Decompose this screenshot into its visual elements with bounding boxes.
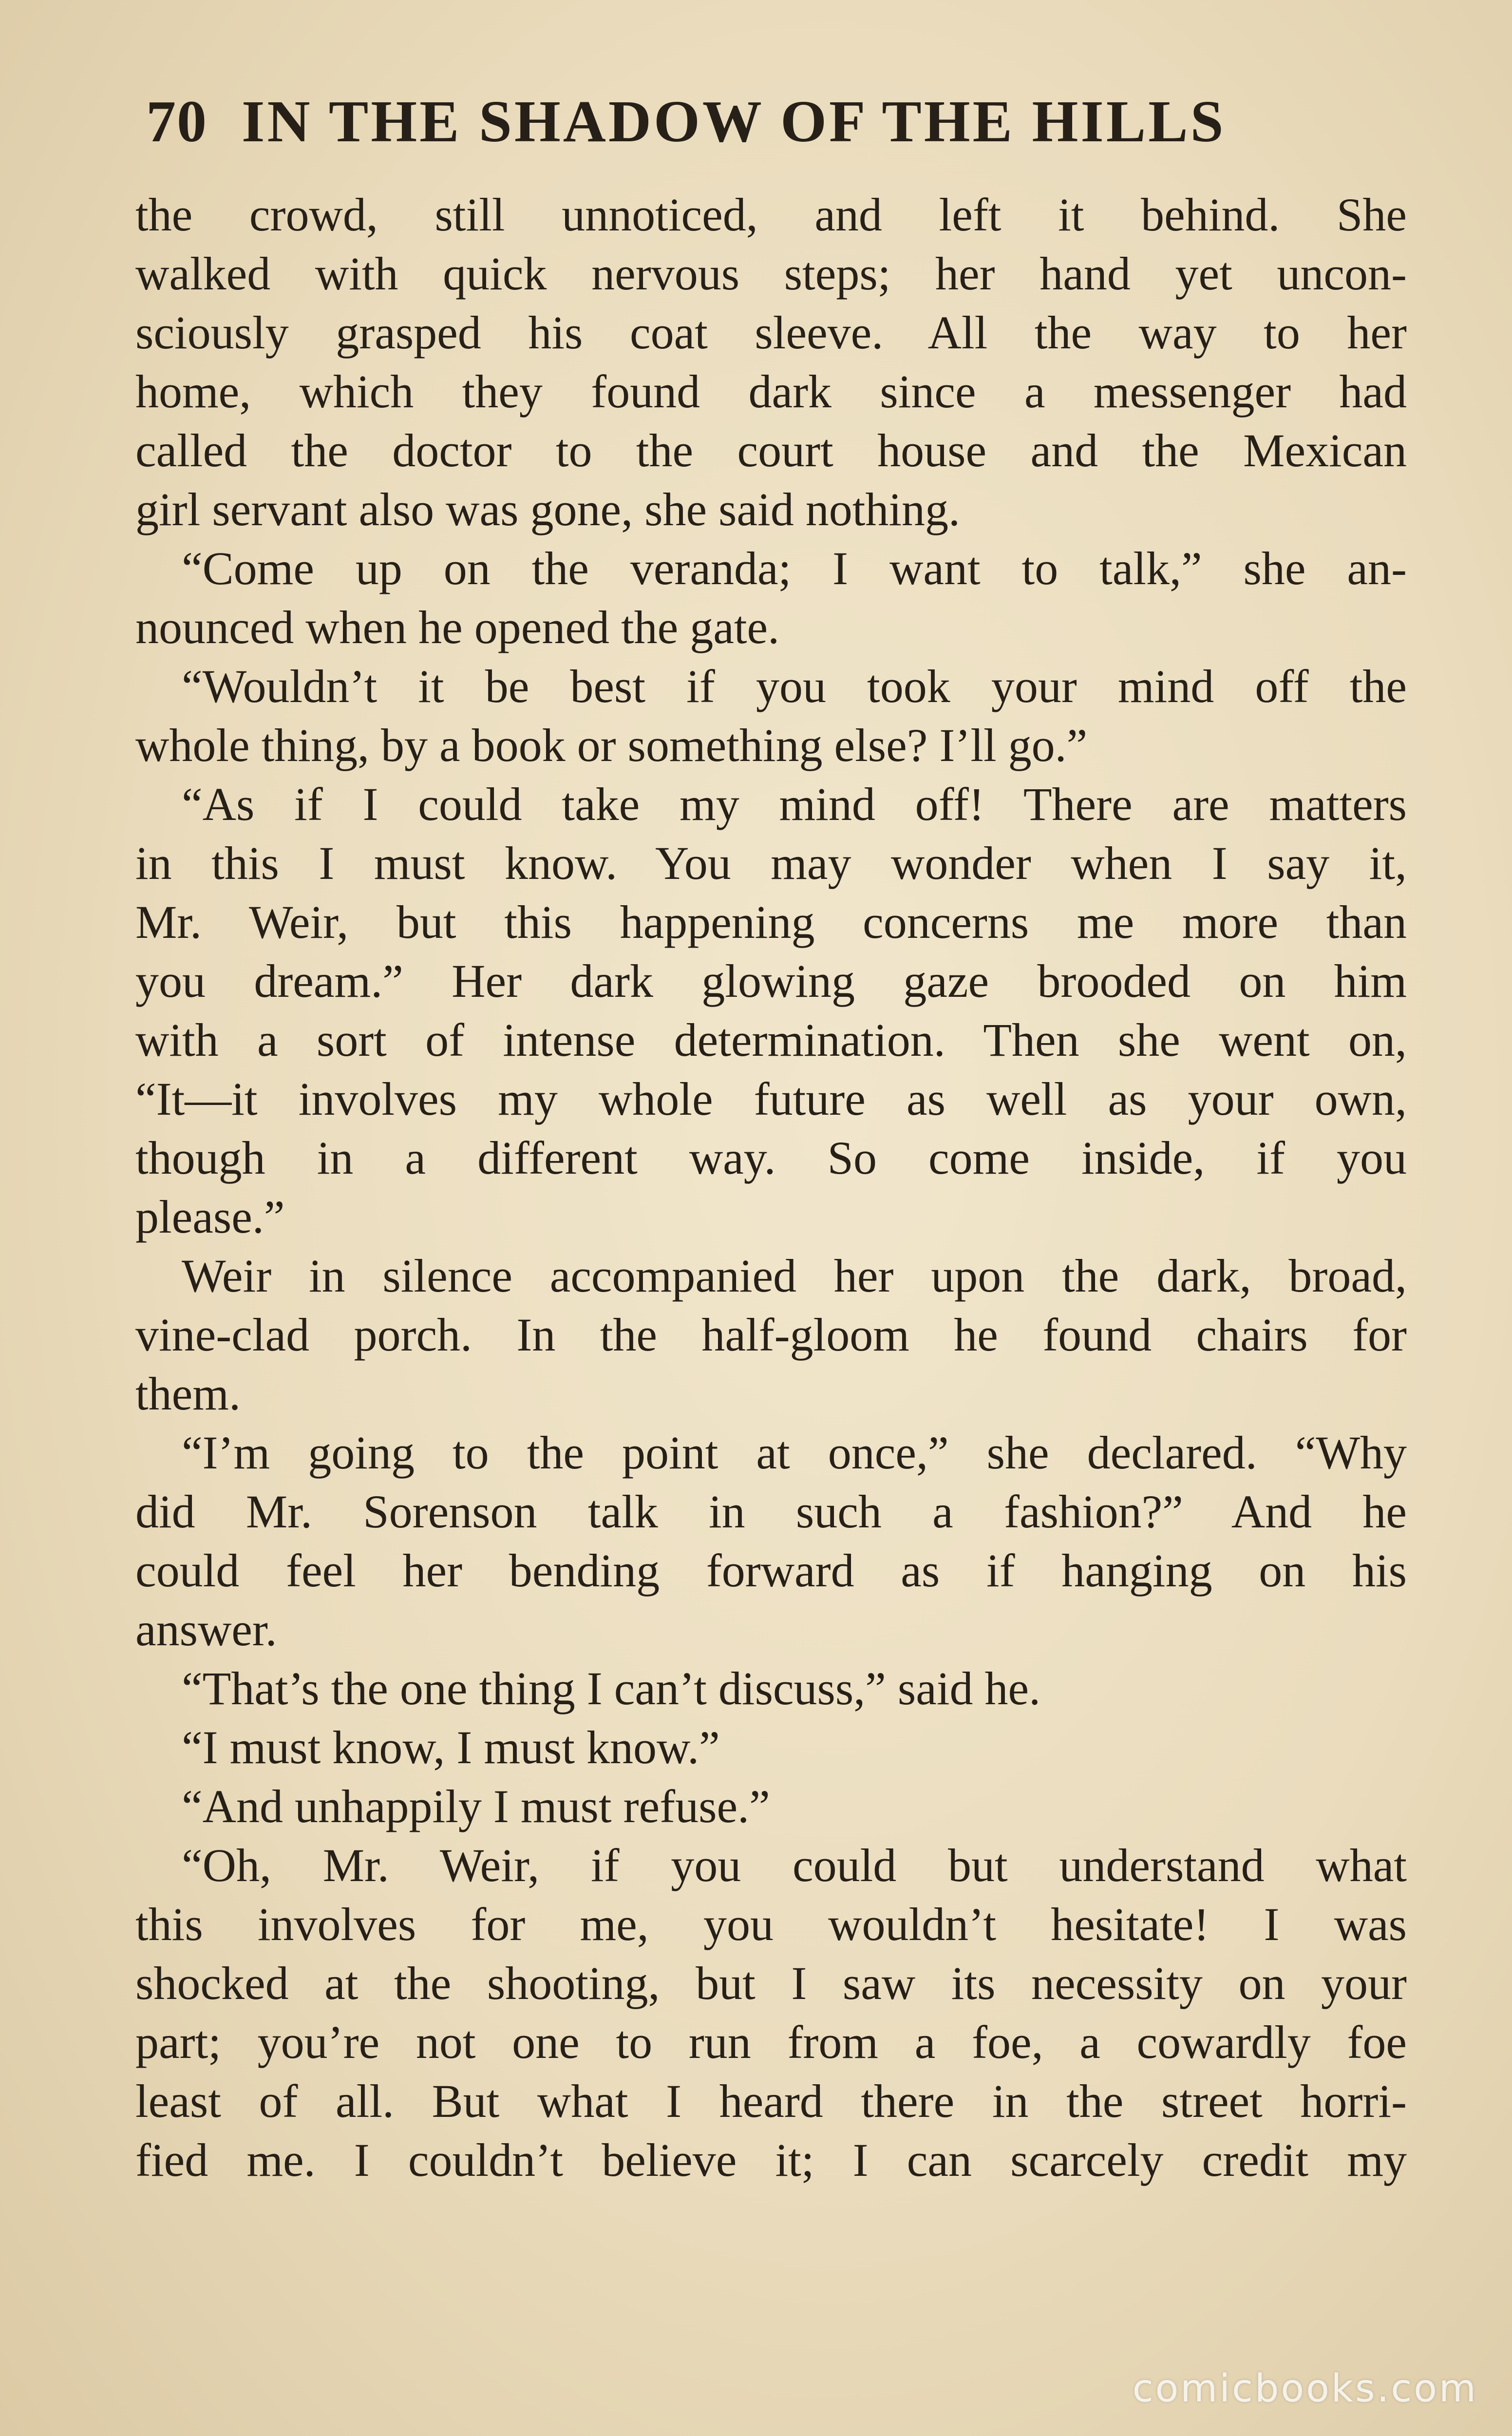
text-line: could feel her bending forward as if hanging on his — [135, 1544, 1407, 1597]
text-line: walked with quick nervous steps; her hand yet uncon- — [135, 247, 1407, 300]
text-line: you dream.” Her dark glowing gaze brooded on him — [135, 955, 1407, 1007]
text-line: vine-clad porch. In the half-gloom he found chairs for — [135, 1309, 1407, 1361]
text-line: fied me. I couldn’t believe it; I can scarcely credit my — [135, 2134, 1407, 2186]
text-line: “I must know, I must know.” — [182, 1721, 720, 1773]
text-line: in this I must know. You may wonder when I say it, — [135, 837, 1407, 889]
text-line: “As if I could take my mind off! There are matters — [182, 778, 1407, 830]
text-line: “That’s the one thing I can’t discuss,” said he. — [182, 1662, 1041, 1714]
text-line: part; you’re not one to run from a foe, a cowardly foe — [135, 2016, 1407, 2068]
text-line: answer. — [135, 1603, 277, 1656]
text-line: “Oh, Mr. Weir, if you could but understand what — [182, 1839, 1407, 1891]
text-line: whole thing, by a book or something else? I’ll go.” — [135, 719, 1088, 771]
body-text — [135, 185, 1407, 2189]
text-line: Weir in silence accompanied her upon the dark, broad, — [182, 1250, 1407, 1302]
text-line: “And unhappily I must refuse.” — [182, 1780, 770, 1832]
text-line: girl servant also was gone, she said nothing. — [135, 483, 961, 535]
text-line: did Mr. Sorenson talk in such a fashion?” And he — [135, 1485, 1407, 1538]
text-line: nounced when he opened the gate. — [135, 601, 780, 653]
text-line: “Wouldn’t it be best if you took your mind off the — [182, 660, 1407, 712]
text-line: please.” — [135, 1191, 285, 1243]
page-number: 70 — [146, 89, 208, 154]
running-head — [146, 73, 1393, 171]
text-line: “I’m going to the point at once,” she declared. “Why — [182, 1427, 1407, 1479]
text-line: though in a different way. So come inside, if you — [135, 1132, 1407, 1184]
text-line: shocked at the shooting, but I saw its necessity on your — [135, 1957, 1407, 2009]
text-line: the crowd, still unnoticed, and left it behind. She — [135, 189, 1407, 241]
text-line: least of all. But what I heard there in the street horri- — [135, 2075, 1407, 2127]
book-title: IN THE SHADOW OF THE HILLS — [242, 89, 1226, 154]
text-line: this involves for me, you wouldn’t hesitate! I was — [135, 1898, 1407, 1950]
text-line: “It—it involves my whole future as well as your own, — [135, 1073, 1407, 1125]
text-line: Mr. Weir, but this happening concerns me more than — [135, 896, 1407, 948]
watermark: comicbooks.com — [1132, 2367, 1478, 2411]
text-line: with a sort of intense determination. Then she went on, — [135, 1014, 1407, 1066]
text-line: them. — [135, 1368, 241, 1420]
text-line: home, which they found dark since a messenger had — [135, 365, 1407, 418]
text-line: called the doctor to the court house and the Mexican — [135, 424, 1407, 476]
text-line: sciously grasped his coat sleeve. All the way to her — [135, 306, 1407, 359]
text-line: “Come up on the veranda; I want to talk,” she an- — [182, 542, 1407, 594]
